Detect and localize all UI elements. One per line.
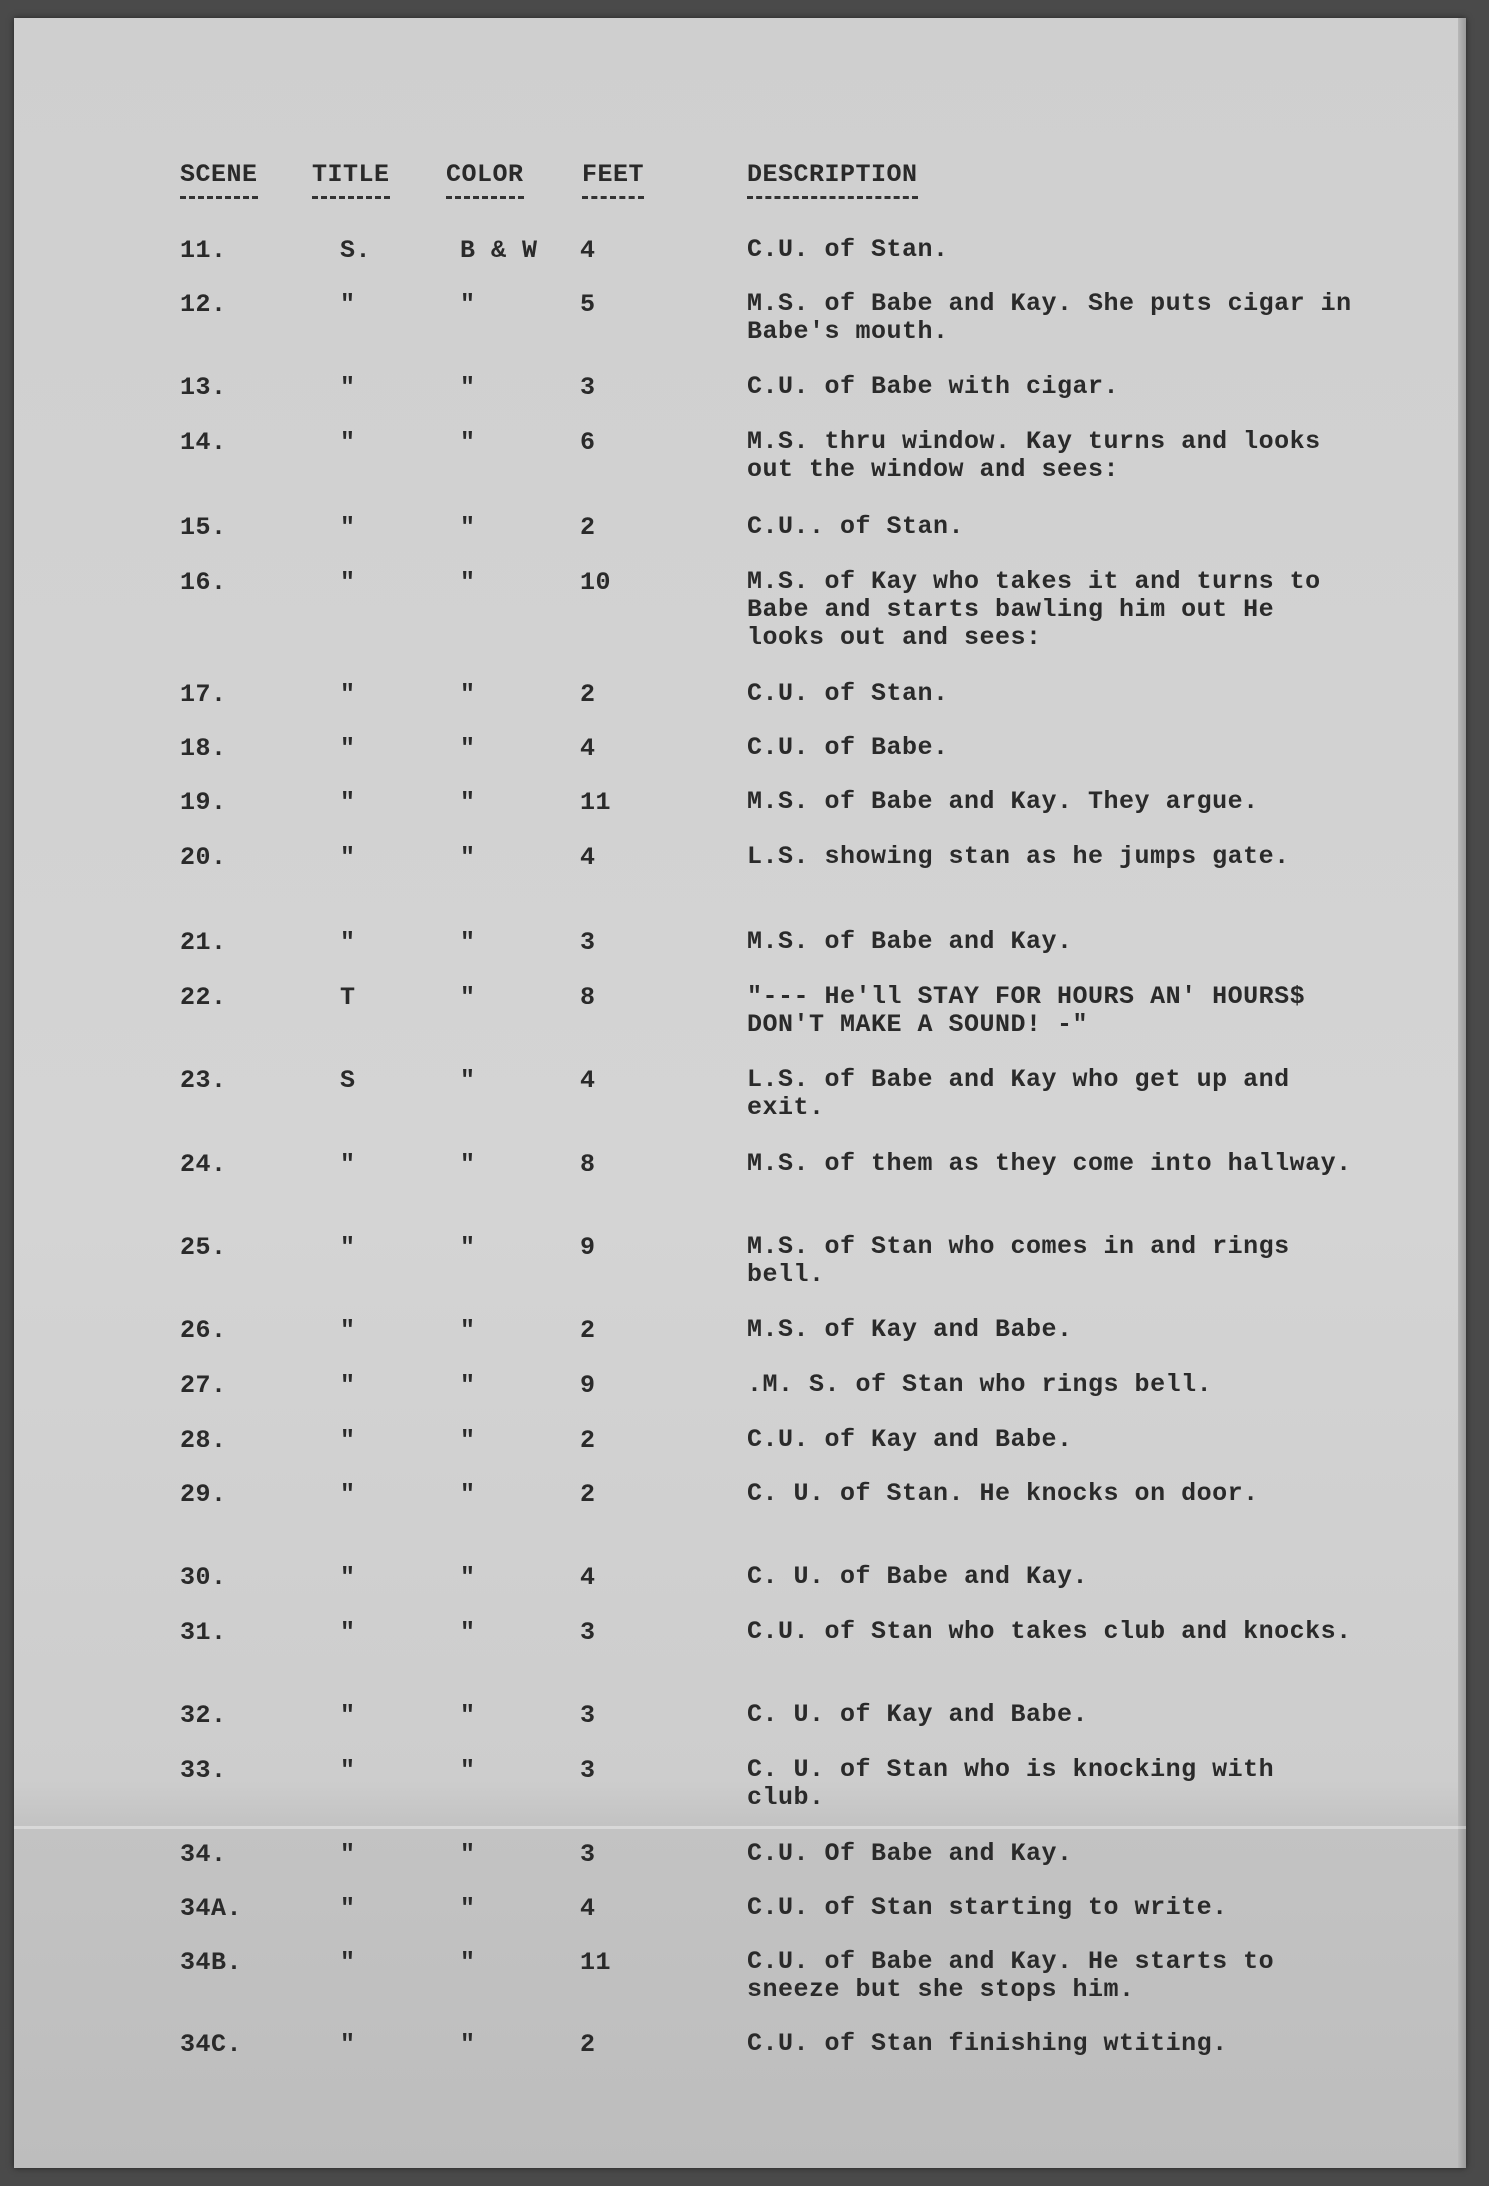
feet-value: 4: [580, 734, 596, 763]
title-mark: ": [340, 1150, 356, 1179]
feet-value: 11: [580, 788, 612, 817]
scene-description: C.U. of Babe and Kay. He starts to sneeze but she stops him.: [747, 1947, 1275, 2004]
color-mark: ": [460, 428, 476, 457]
scene-description: L.S. showing stan as he jumps gate.: [747, 842, 1290, 871]
title-mark: ": [340, 1840, 356, 1869]
scene-number: 11.: [180, 236, 227, 265]
title-mark: ": [340, 568, 356, 597]
scene-number: 27.: [180, 1371, 227, 1400]
color-mark: ": [460, 983, 476, 1012]
feet-value: 8: [580, 1150, 596, 1179]
title-mark: ": [340, 734, 356, 763]
feet-value: 3: [580, 928, 596, 957]
scene-number: 30.: [180, 1563, 227, 1592]
feet-value: 2: [580, 1316, 596, 1345]
scene-description: C. U. of Stan who is knocking with club.: [747, 1755, 1275, 1812]
scene-number: 28.: [180, 1426, 227, 1455]
scene-number: 13.: [180, 373, 227, 402]
scene-number: 22.: [180, 983, 227, 1012]
title-mark: ": [340, 1701, 356, 1730]
header-scene: SCENE: [180, 160, 258, 189]
title-mark: ": [340, 2030, 356, 2059]
scene-number: 31.: [180, 1618, 227, 1647]
color-mark: ": [460, 1480, 476, 1509]
title-mark: ": [340, 1756, 356, 1785]
feet-value: 3: [580, 1701, 596, 1730]
title-mark: ": [340, 373, 356, 402]
feet-value: 6: [580, 428, 596, 457]
title-mark: ": [340, 1480, 356, 1509]
script-page: [14, 18, 1466, 2168]
scene-description: M.S. of Kay who takes it and turns to Babe and starts bawling him out He looks out and sees:: [747, 567, 1321, 652]
color-mark: ": [460, 680, 476, 709]
color-mark: ": [460, 843, 476, 872]
color-mark: B & W: [460, 236, 538, 265]
scene-description: C.U. of Kay and Babe.: [747, 1425, 1073, 1454]
color-mark: ": [460, 928, 476, 957]
scene-description: C.U. of Stan.: [747, 235, 949, 264]
scene-number: 17.: [180, 680, 227, 709]
title-mark: ": [340, 290, 356, 319]
scene-number: 23.: [180, 1066, 227, 1095]
scene-description: M.S. of Kay and Babe.: [747, 1315, 1073, 1344]
header-color: COLOR: [446, 160, 524, 189]
feet-value: 10: [580, 568, 612, 597]
feet-value: 4: [580, 236, 596, 265]
color-mark: ": [460, 1563, 476, 1592]
scene-number: 14.: [180, 428, 227, 457]
feet-value: 9: [580, 1371, 596, 1400]
title-mark: ": [340, 1371, 356, 1400]
scene-description: C.U. of Stan who takes club and knocks.: [747, 1617, 1352, 1646]
scene-number: 25.: [180, 1233, 227, 1262]
color-mark: ": [460, 1426, 476, 1455]
page-edge: [1458, 18, 1466, 2168]
feet-value: 3: [580, 373, 596, 402]
scene-number: 33.: [180, 1756, 227, 1785]
scene-description: C. U. of Babe and Kay.: [747, 1562, 1089, 1591]
title-mark: ": [340, 788, 356, 817]
color-mark: ": [460, 1701, 476, 1730]
scene-description: C.U. of Stan starting to write.: [747, 1893, 1228, 1922]
scene-number: 18.: [180, 734, 227, 763]
color-mark: ": [460, 1894, 476, 1923]
feet-value: 3: [580, 1840, 596, 1869]
title-mark: S.: [340, 236, 372, 265]
color-mark: ": [460, 1316, 476, 1345]
scene-number: 34.: [180, 1840, 227, 1869]
scene-number: 16.: [180, 568, 227, 597]
scene-number: 19.: [180, 788, 227, 817]
scene-number: 21.: [180, 928, 227, 957]
color-mark: ": [460, 1150, 476, 1179]
feet-value: 2: [580, 680, 596, 709]
scene-number: 34B.: [180, 1948, 243, 1977]
header-title: TITLE: [312, 160, 390, 189]
title-mark: ": [340, 1618, 356, 1647]
scene-number: 15.: [180, 513, 227, 542]
title-mark: ": [340, 428, 356, 457]
scene-number: 32.: [180, 1701, 227, 1730]
feet-value: 11: [580, 1948, 612, 1977]
scene-description: M.S. of them as they come into hallway.: [747, 1149, 1352, 1178]
feet-value: 2: [580, 2030, 596, 2059]
scene-description: C.U. Of Babe and Kay.: [747, 1839, 1073, 1868]
scene-description: M.S. of Babe and Kay. She puts cigar in Babe's mouth.: [747, 289, 1352, 346]
color-mark: ": [460, 513, 476, 542]
title-mark: ": [340, 1563, 356, 1592]
feet-value: 2: [580, 1426, 596, 1455]
scene-description: "--- He'll STAY FOR HOURS AN' HOURS$ DON'T MAKE A SOUND! -": [747, 982, 1306, 1039]
title-mark: T: [340, 983, 356, 1012]
scene-description: M.S. of Babe and Kay.: [747, 927, 1073, 956]
feet-value: 4: [580, 1563, 596, 1592]
color-mark: ": [460, 1756, 476, 1785]
scene-number: 29.: [180, 1480, 227, 1509]
feet-value: 3: [580, 1618, 596, 1647]
title-mark: ": [340, 843, 356, 872]
feet-value: 4: [580, 1894, 596, 1923]
color-mark: ": [460, 1371, 476, 1400]
scene-number: 12.: [180, 290, 227, 319]
scene-description: .M. S. of Stan who rings bell.: [747, 1370, 1213, 1399]
header-feet: FEET: [582, 160, 645, 189]
scene-description: C. U. of Stan. He knocks on door.: [747, 1479, 1259, 1508]
color-mark: ": [460, 734, 476, 763]
color-mark: ": [460, 1233, 476, 1262]
feet-value: 4: [580, 1066, 596, 1095]
title-mark: ": [340, 1948, 356, 1977]
scene-description: L.S. of Babe and Kay who get up and exit.: [747, 1065, 1290, 1122]
feet-value: 9: [580, 1233, 596, 1262]
header-description: DESCRIPTION: [747, 160, 918, 189]
color-mark: ": [460, 290, 476, 319]
title-mark: ": [340, 1426, 356, 1455]
color-mark: ": [460, 1948, 476, 1977]
title-mark: ": [340, 1316, 356, 1345]
scene-description: C.U. of Stan.: [747, 679, 949, 708]
scene-number: 34A.: [180, 1894, 243, 1923]
scene-description: M.S. thru window. Kay turns and looks out the window and sees:: [747, 427, 1321, 484]
title-mark: S: [340, 1066, 356, 1095]
scene-number: 20.: [180, 843, 227, 872]
title-mark: ": [340, 1233, 356, 1262]
scene-description: C.U. of Stan finishing wtiting.: [747, 2029, 1228, 2058]
scene-description: M.S. of Stan who comes in and rings bell.: [747, 1232, 1290, 1289]
color-mark: ": [460, 1066, 476, 1095]
color-mark: ": [460, 1618, 476, 1647]
color-mark: ": [460, 1840, 476, 1869]
title-mark: ": [340, 680, 356, 709]
scene-description: C.U.. of Stan.: [747, 512, 965, 541]
scene-description: C.U. of Babe with cigar.: [747, 372, 1120, 401]
color-mark: ": [460, 2030, 476, 2059]
color-mark: ": [460, 788, 476, 817]
feet-value: 2: [580, 1480, 596, 1509]
color-mark: ": [460, 373, 476, 402]
title-mark: ": [340, 928, 356, 957]
feet-value: 5: [580, 290, 596, 319]
title-mark: ": [340, 1894, 356, 1923]
scene-description: C. U. of Kay and Babe.: [747, 1700, 1089, 1729]
scene-number: 26.: [180, 1316, 227, 1345]
scene-number: 24.: [180, 1150, 227, 1179]
feet-value: 8: [580, 983, 596, 1012]
title-mark: ": [340, 513, 356, 542]
feet-value: 3: [580, 1756, 596, 1785]
scene-description: M.S. of Babe and Kay. They argue.: [747, 787, 1259, 816]
scene-description: C.U. of Babe.: [747, 733, 949, 762]
page-fold: [14, 1826, 1466, 1829]
scene-number: 34C.: [180, 2030, 243, 2059]
feet-value: 2: [580, 513, 596, 542]
feet-value: 4: [580, 843, 596, 872]
color-mark: ": [460, 568, 476, 597]
